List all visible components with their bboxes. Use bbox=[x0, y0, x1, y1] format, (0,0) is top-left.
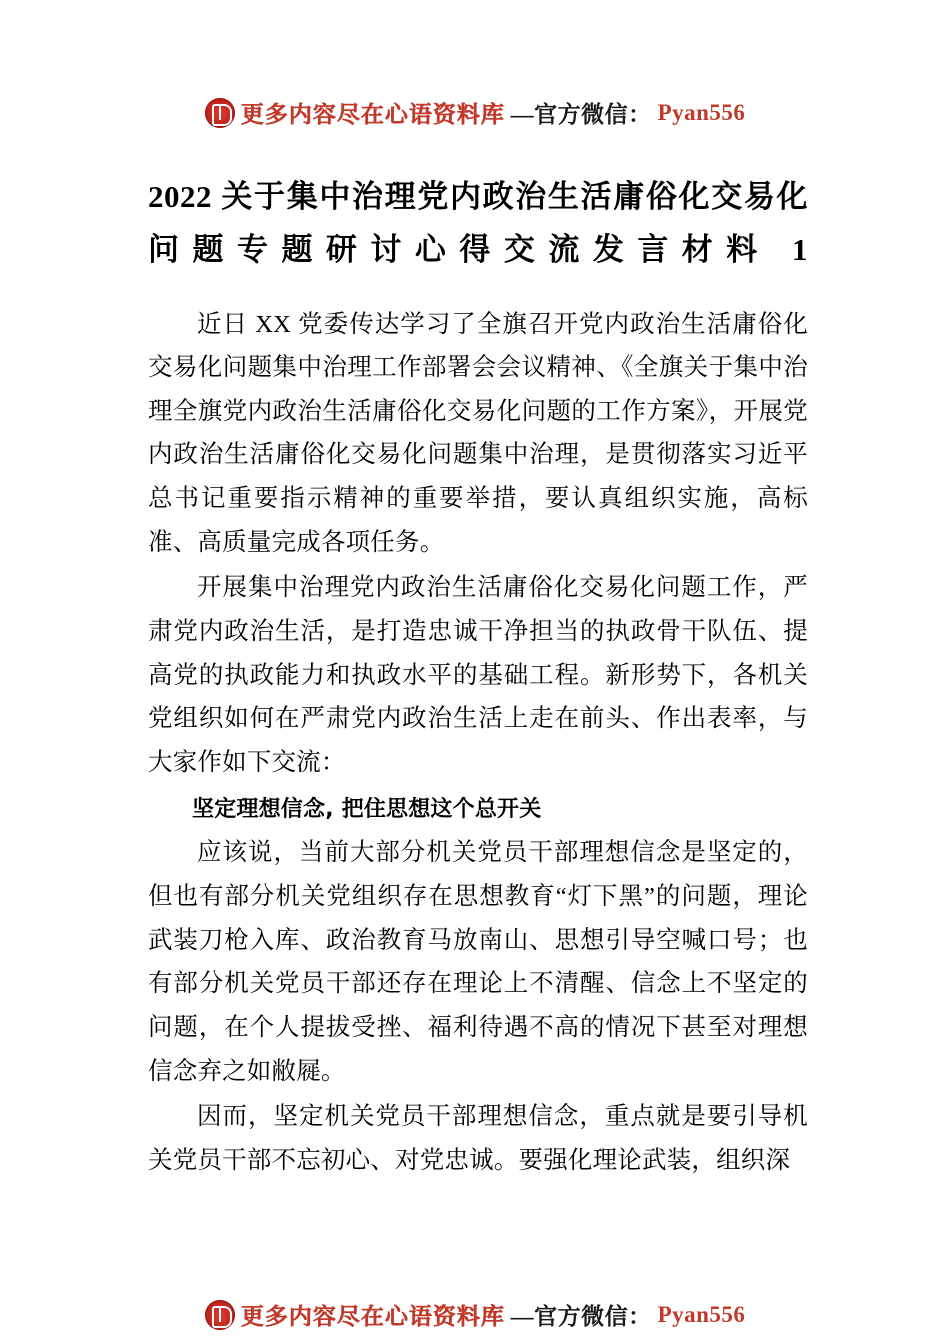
paragraph-4: 因而，坚定机关党员干部理想信念，重点就是要引导机关党员干部不忘初心、对党忠诚。要强化理论武装，组织深 bbox=[148, 1103, 808, 1174]
watermark-wechat-account: Pyan556 bbox=[657, 1301, 746, 1327]
watermark-wechat-label: —官方微信： bbox=[510, 1304, 652, 1329]
watermark-logo-icon bbox=[205, 98, 235, 128]
paragraph-1: 近日 XX 党委传达学习了全旗召开党内政治生活庸俗化交易化问题集中治理工作部署会会议精神、《全旗关于集中治理全旗党内政治生活庸俗化交易化问题的工作方案》，开展党内政治生活庸俗化交易化问题集中治理，是贯彻落实习近平总书记重要指示精神的重要举措，要认真组织实施，高标准、高质量完成各项任务。 bbox=[148, 310, 808, 556]
watermark-logo-icon bbox=[205, 1300, 235, 1330]
section-heading: 坚定理想信念, 把住思想这个总开关 bbox=[192, 797, 542, 823]
paragraph-3: 应该说，当前大部分机关党员干部理想信念是坚定的，但也有部分机关党组织存在思想教育“灯下黑”的问题，理论武装刀枪入库、政治教育马放南山、思想引导空喊口号；也有部分机关党员干部还存在理论上不清醒、信念上不坚定的问题，在个人提拔受挫、福利待遇不高的情况下甚至对理想信念弃之如敝屣。 bbox=[148, 839, 808, 1085]
document-body bbox=[148, 170, 808, 1184]
watermark-banner-top bbox=[0, 96, 950, 129]
watermark-wechat-account: Pyan556 bbox=[657, 99, 746, 125]
watermark-banner-bottom bbox=[0, 1298, 950, 1331]
watermark-library-text: 更多内容尽在心语资料库 bbox=[240, 102, 505, 127]
paragraph-2: 开展集中治理党内政治生活庸俗化交易化问题工作，严肃党内政治生活，是打造忠诚干净担当的执政骨干队伍、提高党的执政能力和执政水平的基础工程。新形势下，各机关党组织如何在严肃党内政治生活上走在前头、作出表率，与大家作如下交流： bbox=[148, 574, 808, 776]
watermark-library-text: 更多内容尽在心语资料库 bbox=[240, 1304, 505, 1329]
watermark-wechat-label: —官方微信： bbox=[510, 102, 652, 127]
document-title: 2022 关于集中治理党内政治生活庸俗化交易化问题专题研讨心得交流发言材料 1 bbox=[148, 179, 808, 268]
